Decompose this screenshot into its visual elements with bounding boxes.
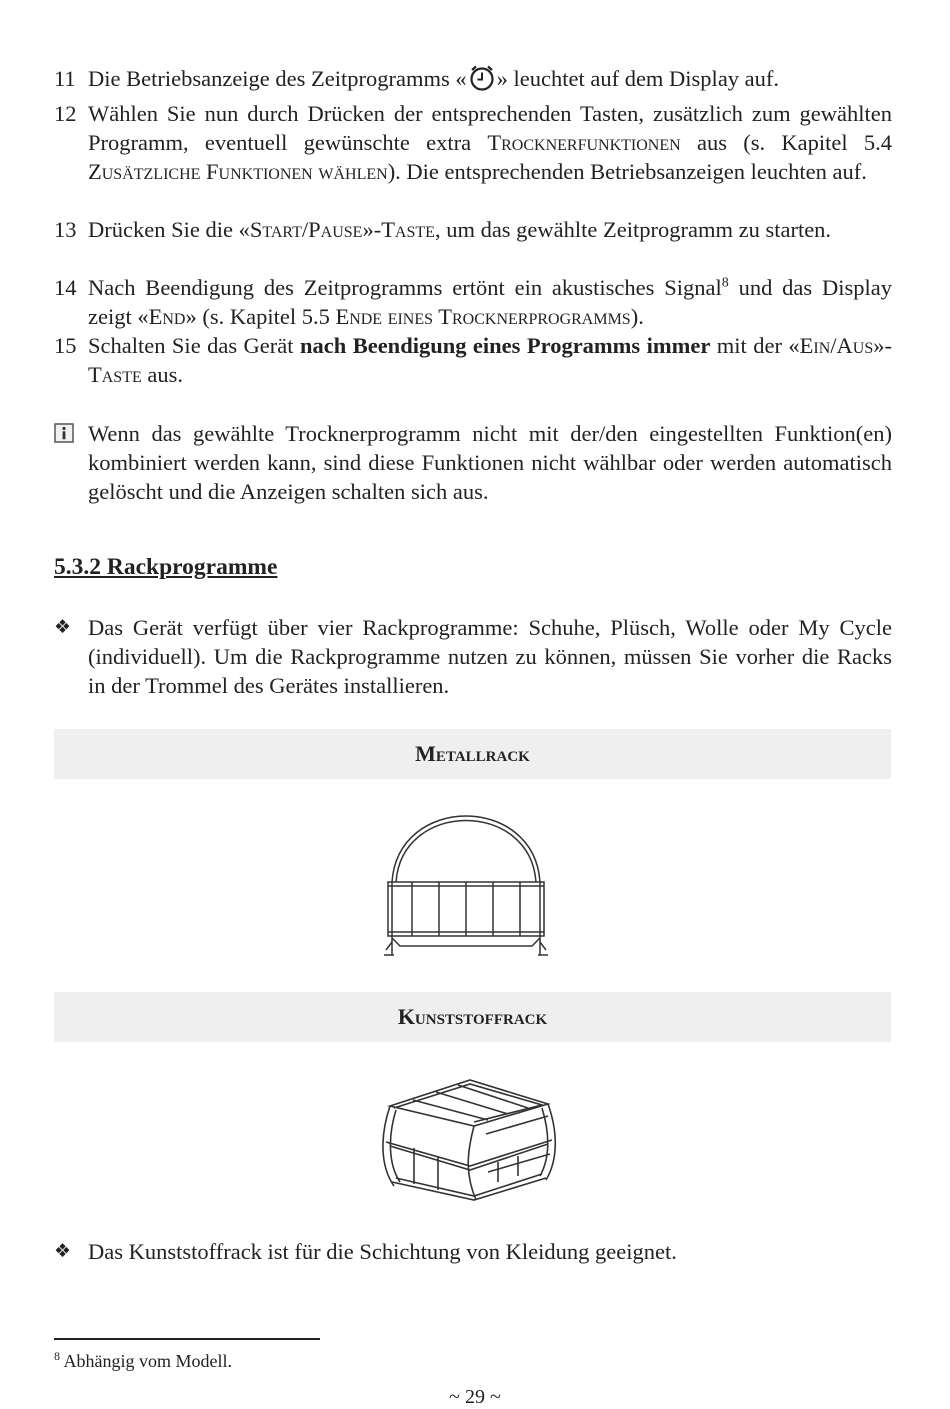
bullet-marker-icon: ❖ (54, 616, 72, 638)
emphasis: nach Beendigung eines Programms immer (299, 333, 711, 358)
key-name: Start/Pause (249, 217, 363, 242)
step-text: »- (873, 333, 893, 358)
section-heading: 5.3.2 Rackprogramme (54, 554, 278, 580)
step-text-end: » leuchtet auf dem Display auf. (496, 66, 780, 91)
bullet-item (54, 613, 892, 700)
info-note (54, 419, 892, 506)
function-reference: Trocknerfunktionen (487, 130, 681, 155)
page-number: ~ 29 ~ (449, 1386, 501, 1408)
step-text: , um das gewählte Zeitprogramm zu starten. (434, 217, 832, 242)
chapter-reference: Ende eines Trocknerprogramms (335, 304, 631, 329)
plastic-rack-heading: Kunststoffrack (54, 992, 891, 1042)
step-text: Die Betriebsanzeige des Zeitprogramms « (88, 66, 467, 91)
step-text: mit der « (710, 333, 800, 358)
key-label: Taste (88, 362, 142, 387)
step-text: aus. (141, 362, 183, 387)
step-12 (54, 99, 892, 186)
step-text: Drücken Sie die « (88, 217, 250, 242)
step-text: ). (630, 304, 644, 329)
metal-rack-illustration (382, 810, 552, 962)
key-name: Ein/Aus (799, 333, 874, 358)
footnote-number: 8 (54, 1349, 60, 1363)
step-text: Nach Beendigung des Zeitprogramms ertönt ein akustisches Signal (88, 275, 722, 300)
step-text: ). Die entsprechenden Betriebsanzeigen leuchten auf. (387, 159, 867, 184)
footnote-text: Abhängig vom Modell. (60, 1351, 232, 1371)
alarm-clock-icon (467, 64, 497, 92)
step-text: »- (362, 217, 382, 242)
display-text: End (148, 304, 186, 329)
metal-rack-heading: Metallrack (54, 729, 891, 779)
step-text: » (s. Kapitel 5.5 (185, 304, 336, 329)
chapter-reference: Zusätzliche Funktionen wählen (88, 159, 388, 184)
key-label: Taste (381, 217, 435, 242)
note-text: Wenn das gewählte Trocknerprogramm nicht mit der/den eingestellten Funktion(en) kombiniert werden kann, sind diese Funktionen nicht wählbar oder werden automatisch gelöscht und die Anzeigen schalten sich aus. (88, 421, 892, 504)
step-text: Wählen Sie nun durch Drücken der entsprechenden Tasten, zusätzlich zum gewählten Programm, eventuell gewünschte extra (88, 101, 892, 155)
bullet-marker-icon: ❖ (54, 1240, 72, 1262)
step-number: 14 (54, 275, 77, 300)
step-number: 12 (54, 101, 77, 126)
footnote-ref: 8 (721, 275, 729, 291)
step-number: 13 (54, 217, 77, 242)
step-15 (54, 331, 892, 389)
step-14 (54, 273, 892, 331)
step-number: 11 (54, 66, 76, 91)
step-11 (54, 64, 892, 93)
bullet-item (54, 1237, 892, 1266)
plastic-rack-illustration (378, 1076, 558, 1204)
footnote (54, 1350, 232, 1372)
step-text: und das Display zeigt « (88, 275, 892, 329)
step-text: Schalten Sie das Gerät (88, 333, 300, 358)
bullet-text: Das Gerät verfügt über vier Rackprogramme: Schuhe, Plüsch, Wolle oder My Cycle (individuell). Um die Rackprogramme nutzen zu können, müssen Sie vorher die Racks in der Trommel des Gerätes installieren. (88, 615, 892, 698)
footnote-divider (54, 1338, 320, 1340)
info-icon (54, 423, 74, 443)
bullet-text: Das Kunststoffrack ist für die Schichtung von Kleidung geeignet. (88, 1239, 677, 1264)
step-13 (54, 215, 892, 244)
step-number: 15 (54, 333, 77, 358)
step-text: aus (s. Kapitel 5.4 (680, 130, 893, 155)
